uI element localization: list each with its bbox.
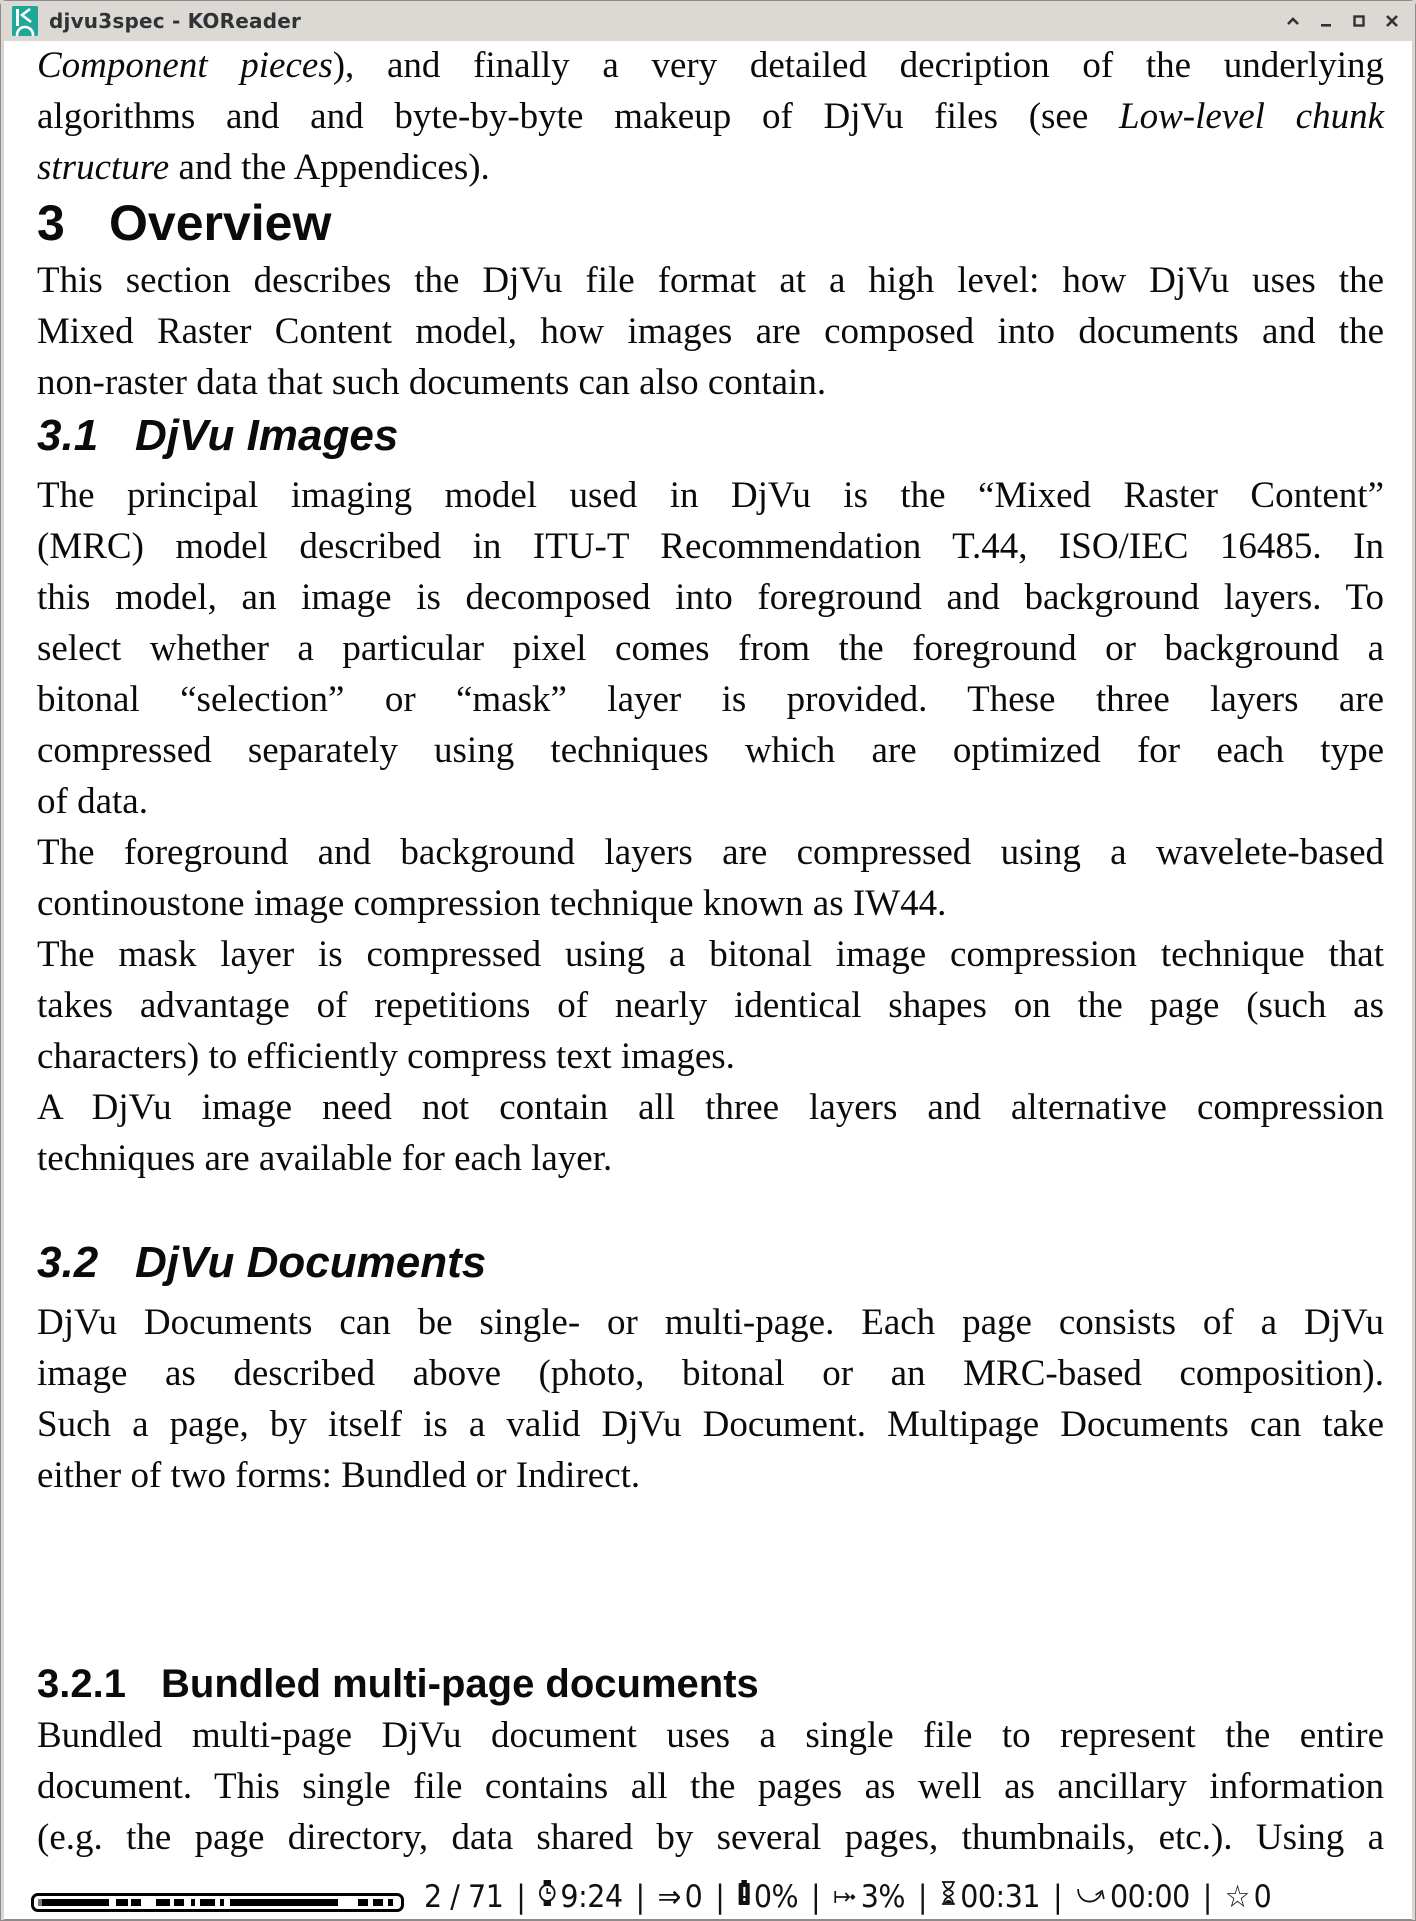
chapter-tick-segment — [373, 1899, 383, 1906]
minimize-icon — [1319, 14, 1333, 28]
star-outline-icon: ☆ — [1224, 1879, 1250, 1915]
chapter-tick-segment — [156, 1899, 170, 1906]
document-view[interactable] — [4, 41, 1412, 1872]
close-icon — [1385, 14, 1399, 28]
section-heading-3: 3 Overview — [37, 195, 332, 251]
battery-level: 0% — [753, 1879, 799, 1915]
curved-arrow-icon — [1075, 1879, 1106, 1915]
minimize-button[interactable] — [1316, 11, 1336, 31]
chapter-tick-segment — [220, 1899, 224, 1906]
chapter-tick-segment — [42, 1899, 109, 1906]
separator: | — [1052, 1879, 1063, 1915]
reader-footer[interactable] — [4, 1872, 1412, 1920]
shade-button[interactable] — [1283, 11, 1303, 31]
footer-status-items — [424, 1876, 1271, 1918]
section-heading-3-2: 3.2 DjVu Documents — [37, 1238, 487, 1287]
section-heading-3-2-1: 3.2.1 Bundled multi-page documents — [37, 1662, 759, 1706]
koreader-logo-icon — [12, 6, 38, 36]
text-line: Component pieces), and finally a very detailed decription of the underlying — [37, 45, 1385, 86]
chapter-tick-segment — [131, 1899, 141, 1906]
separator: | — [715, 1879, 725, 1915]
chevron-up-icon — [1286, 16, 1300, 26]
chapter-tick-segment — [388, 1899, 393, 1906]
maximize-button[interactable] — [1349, 11, 1369, 31]
section-3-2-paragraph: DjVu Documents can be single- or multi-page. Each page consists of a DjVu image as described above (photo, bitonal or an MRC-based composition). Such a page, by itself is a valid DjVu Document. Multipage Documents can take either of two forms: Bundled or Indirect. — [37, 1302, 1384, 1496]
chapter-tick-segment — [191, 1899, 195, 1906]
separator: | — [635, 1879, 645, 1915]
battery-alert-icon — [737, 1879, 750, 1915]
text-line: structure and the Appendices). — [37, 147, 490, 188]
text-line: algorithms and and byte-by-byte makeup of DjVu files (see Low-level chunk — [37, 96, 1385, 137]
separator: | — [917, 1879, 928, 1915]
hourglass-icon — [940, 1879, 957, 1915]
section-3-paragraph: This section describes the DjVu file format at a high level: how DjVu uses the Mixed Raster Content model, how images are composed into documents and the non-raster data that such documents can also contain. — [37, 260, 1384, 403]
page-counter: 2 / 71 — [424, 1879, 504, 1915]
chapter-tick-segment — [116, 1899, 128, 1906]
intro-paragraph — [37, 41, 1384, 193]
double-arrow-right-icon: ⇒ — [657, 1879, 681, 1915]
watch-icon — [538, 1879, 556, 1915]
section-heading-3-1: 3.1 DjVu Images — [37, 411, 399, 460]
arrow-to-dot-icon — [833, 1879, 857, 1915]
title-bar[interactable] — [1, 1, 1415, 41]
separator: | — [1202, 1879, 1212, 1915]
section-3-1-paragraph-1: The principal imaging model used in DjVu is the “Mixed Raster Content” (MRC) model described in ITU-T Recommendation T.44, ISO/IEC 16485. In this model, an image is decomposed into foreground and background layers. To select whether a particular pixel comes from the foreground or background a bitonal “selection” or “mask” layer is provided. These three layers are compressed separately using techniques which are optimized for each type of data. — [37, 475, 1384, 822]
chapter-tick-segment — [174, 1899, 184, 1906]
clock-time: 9:24 — [560, 1879, 623, 1915]
maximize-icon — [1352, 14, 1366, 28]
pages-left-in-chapter: 0 — [684, 1879, 703, 1915]
section-3-1-paragraph-4: A DjVu image need not contain all three layers and alternative compression techniques are available for each layer. — [37, 1087, 1384, 1179]
time-left-in-book: 00:31 — [960, 1879, 1041, 1915]
close-button[interactable] — [1382, 11, 1402, 31]
chapter-tick-segment — [230, 1899, 338, 1906]
section-3-1-paragraph-2: The foreground and background layers are compressed using a wavelete-based continoustone image compression technique known as IW44. — [37, 832, 1384, 924]
section-3-1-paragraph-3: The mask layer is compressed using a bitonal image compression technique that takes advantage of repetitions of nearly identical shapes on the page (such as characters) to efficiently compress text images. — [37, 934, 1384, 1077]
window-title: djvu3spec - KOReader — [49, 9, 302, 33]
bookmark-count: 0 — [1253, 1879, 1272, 1915]
separator: | — [811, 1879, 821, 1915]
section-3-2-1-paragraph: Bundled multi-page DjVu document uses a single file to represent the entire document. This single file contains all the pages as well as ancillary information (e.g. the page directory, data shared by several pages, thumbnails, etc.). Using a — [37, 1715, 1384, 1858]
time-left-in-chapter: 00:00 — [1109, 1879, 1190, 1915]
reading-progress-bar[interactable] — [31, 1893, 404, 1912]
chapter-tick-segment — [358, 1899, 368, 1906]
separator: | — [516, 1879, 526, 1915]
percent-finished: 3% — [860, 1879, 906, 1915]
chapter-tick-segment — [200, 1899, 215, 1906]
